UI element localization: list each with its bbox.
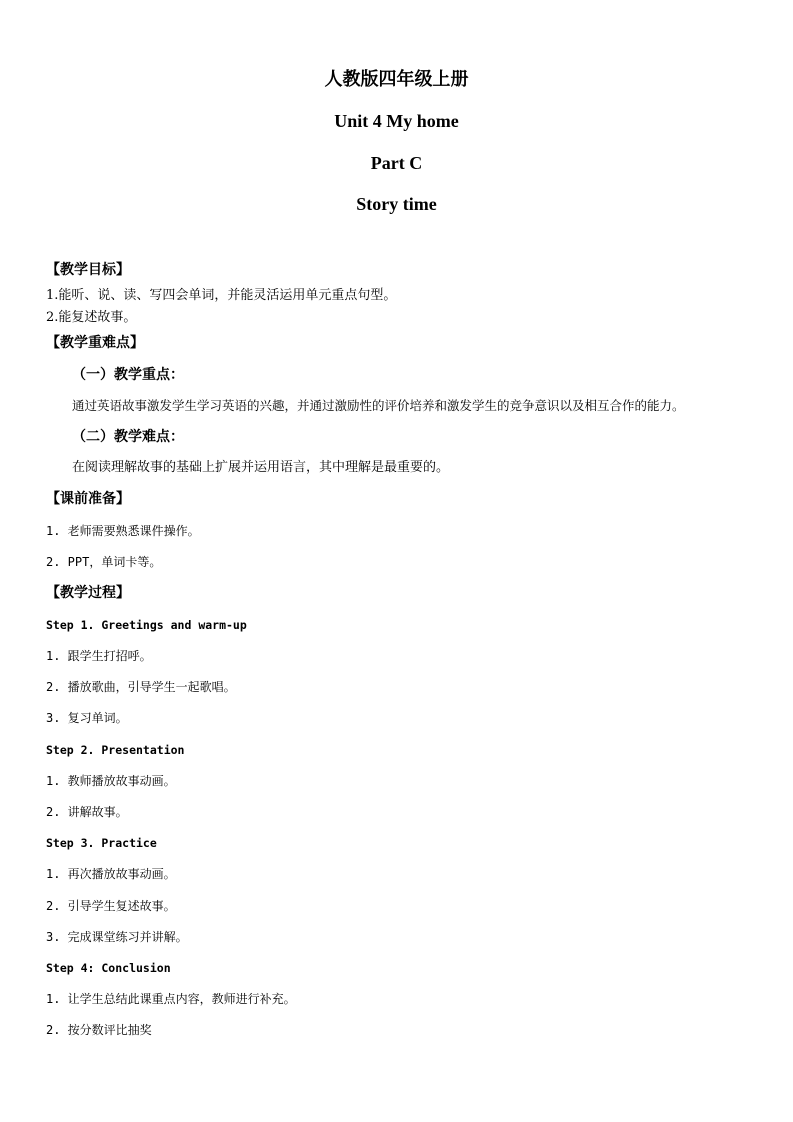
- step-title: Step 1. Greetings and warm-up: [46, 618, 247, 632]
- unit-title: Unit 4 My home: [334, 111, 459, 131]
- step-title: Step 3. Practice: [46, 836, 157, 850]
- preparation-item: 2. PPT，单词卡等。: [46, 555, 162, 569]
- part-title: Part C: [370, 153, 423, 173]
- objective-item: 2.能复述故事。: [46, 310, 137, 325]
- objectives-heading: 【教学目标】: [46, 262, 130, 278]
- step-item: 1. 教师播放故事动画。: [46, 774, 176, 788]
- process-heading: 【教学过程】: [46, 585, 130, 601]
- step-item: 2. 引导学生复述故事。: [46, 899, 176, 913]
- step-item: 1. 让学生总结此课重点内容，教师进行补充。: [46, 992, 296, 1006]
- difficulty-text: 在阅读理解故事的基础上扩展并运用语言，其中理解是最重要的。: [72, 460, 450, 475]
- difficulty-label: （二）教学难点：: [72, 429, 184, 445]
- step-item: 1. 再次播放故事动画。: [46, 867, 176, 881]
- document-title: 人教版四年级上册: [324, 69, 469, 89]
- key-points-heading: 【教学重难点】: [46, 335, 144, 351]
- step-title: Step 2. Presentation: [46, 743, 185, 757]
- objective-item: 1.能听、说、读、写四会单词，并能灵活运用单元重点句型。: [46, 288, 397, 303]
- preparation-item: 1. 老师需要熟悉课件操作。: [46, 524, 200, 538]
- step-item: 3. 完成课堂练习并讲解。: [46, 930, 188, 944]
- lesson-title: Story time: [356, 194, 437, 214]
- step-item: 2. 按分数评比抽奖: [46, 1023, 152, 1037]
- step-item: 3. 复习单词。: [46, 711, 128, 725]
- focus-text: 通过英语故事激发学生学习英语的兴趣，并通过激励性的评价培养和激发学生的竞争意识以及相互合作的能力。: [72, 398, 685, 413]
- preparation-heading: 【课前准备】: [46, 491, 130, 507]
- step-item: 2. 播放歌曲，引导学生一起歌唱。: [46, 680, 236, 694]
- step-title: Step 4: Conclusion: [46, 961, 171, 975]
- step-item: 1. 跟学生打招呼。: [46, 649, 152, 663]
- focus-label: （一）教学重点：: [72, 367, 184, 383]
- step-item: 2. 讲解故事。: [46, 805, 128, 819]
